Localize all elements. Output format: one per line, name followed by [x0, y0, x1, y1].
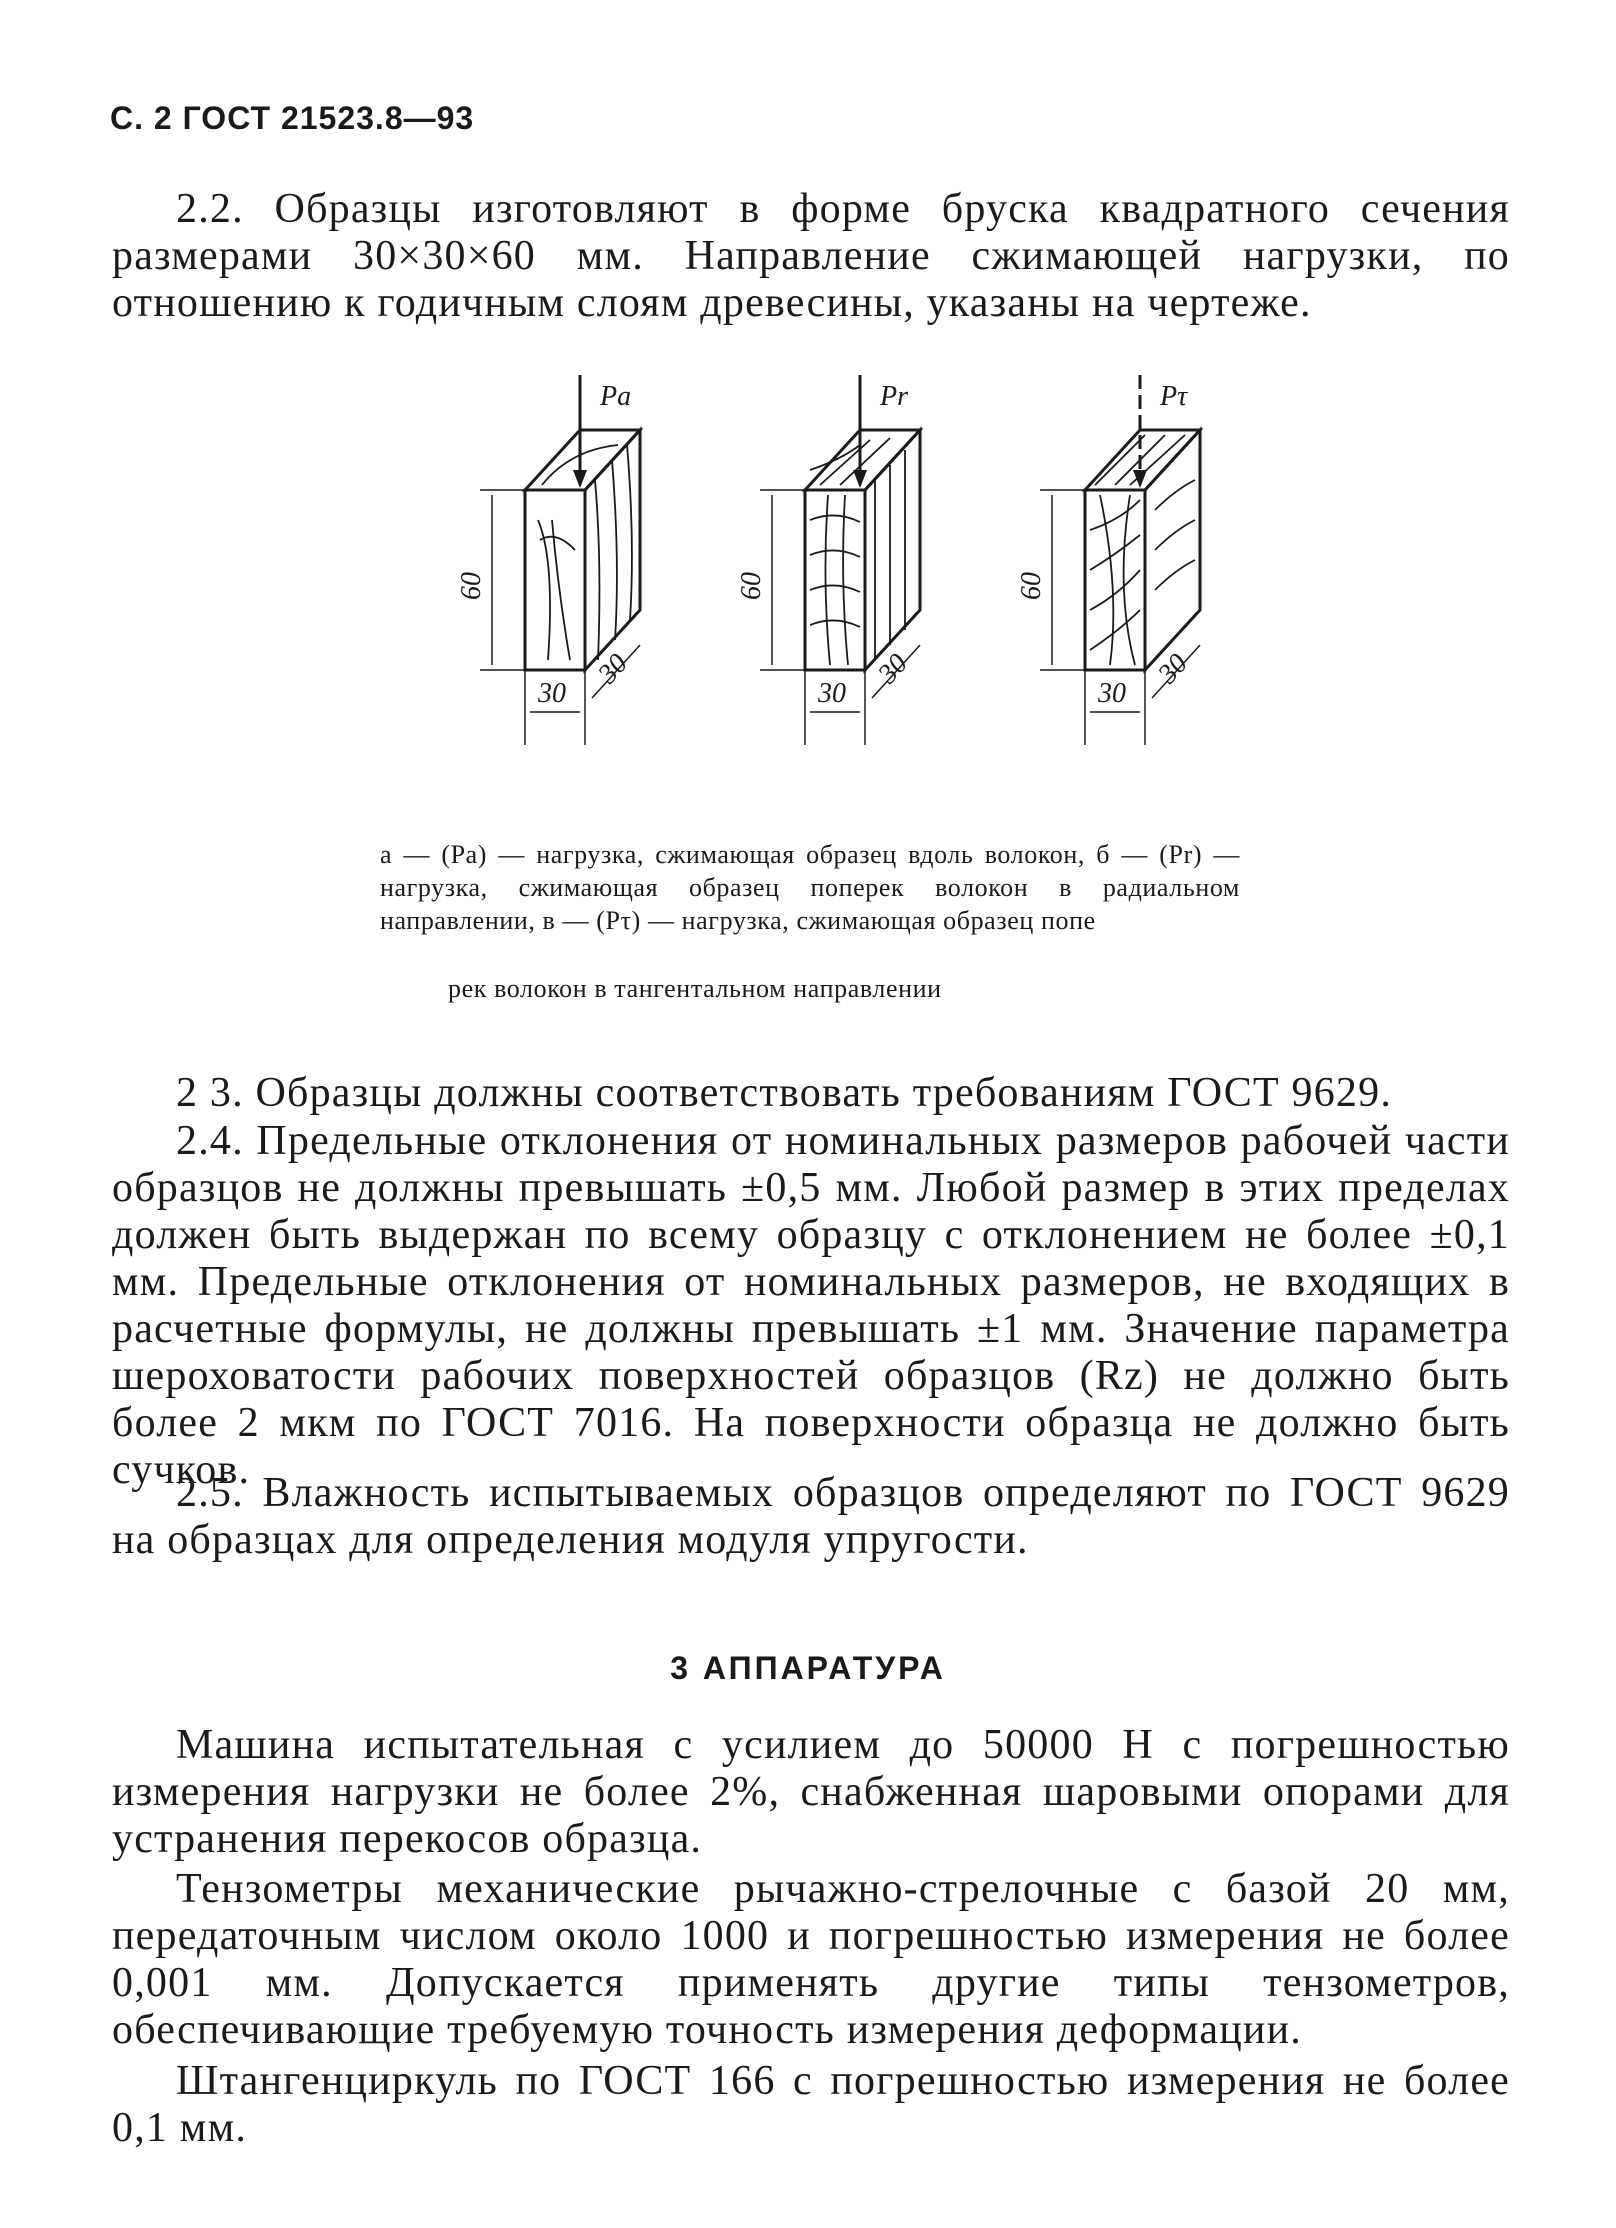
figure-caption-continuation: рек волокон в тангентальном направлении — [448, 974, 942, 1003]
load-label-a: Pa — [600, 381, 632, 412]
paragraph-2-3: 2 3. Образцы должны соответствовать требованиям ГОСТ 9629. — [176, 1070, 1393, 1116]
height-label-b: 60 — [736, 572, 767, 600]
width-label-a: 30 — [538, 678, 566, 709]
paragraph-2-2: 2.2. Образцы изготовляют в форме бруска квадратного сечения размерами 30×30×60 мм. Направление сжимающей нагрузки, по отношению к годичным слоям древесины, указаны на чертеже. — [112, 186, 1510, 326]
specimen-figure — [430, 360, 1250, 760]
paragraph-2-5: 2.5. Влажность испытываемых образцов определяют по ГОСТ 9629 на образцах для определения модуля упругости. — [112, 1470, 1510, 1563]
load-label-c: Pτ — [1160, 381, 1188, 412]
section-3-paragraph-3: Штангенциркуль по ГОСТ 166 с погрешностью измерения не более 0,1 мм. — [112, 2058, 1510, 2151]
section-3-paragraph-1: Машина испытательная с усилием до 50000 Н с погрешностью измерения нагрузки не более 2%, снабженная шаровыми опорами для устранения перекосов образца. — [112, 1722, 1510, 1862]
depth-label-b: 30 — [872, 648, 914, 690]
height-label-c: 60 — [1016, 572, 1047, 600]
depth-label-c: 30 — [1152, 648, 1194, 690]
width-label-b: 30 — [818, 678, 846, 709]
page-header: С. 2 ГОСТ 21523.8—93 — [110, 100, 475, 136]
load-label-b: Pr — [880, 381, 908, 412]
figure-caption: а — (Ра) — нагрузка, сжимающая образец вдоль волокон, б — (Рr) — нагрузка, сжимающая образец поперек волокон в радиальном направлении, в — (Рτ) — нагрузка, сжимающая образец попе — [380, 840, 1240, 935]
depth-label-a: 30 — [592, 648, 634, 690]
section-3-paragraph-2: Тензометры механические рычажно-стрелочные с базой 20 мм, передаточным числом около 1000 и погрешностью измерения не более 0,001 мм. Допускается применять другие типы тензометров, обеспечивающие требуемую точность измерения деформации. — [112, 1866, 1510, 2053]
section-3-title: 3 АППАРАТУРА — [670, 1650, 946, 1686]
height-label-a: 60 — [456, 572, 487, 600]
paragraph-2-4: 2.4. Предельные отклонения от номинальных размеров рабочей части образцов не должны превышать ±0,5 мм. Любой размер в этих пределах должен быть выдержан по всему образцу с отклонением не более ±0,1 мм. Предельные отклонения от номинальных размеров, не входящих в расчетные формулы, не должны превышать ±1 мм. Значение параметра шероховатости рабочих поверхностей образцов (Rz) не должно быть более 2 мкм по ГОСТ 7016. На поверхности образца не должно быть сучков. — [112, 1118, 1510, 1493]
width-label-c: 30 — [1098, 678, 1126, 709]
